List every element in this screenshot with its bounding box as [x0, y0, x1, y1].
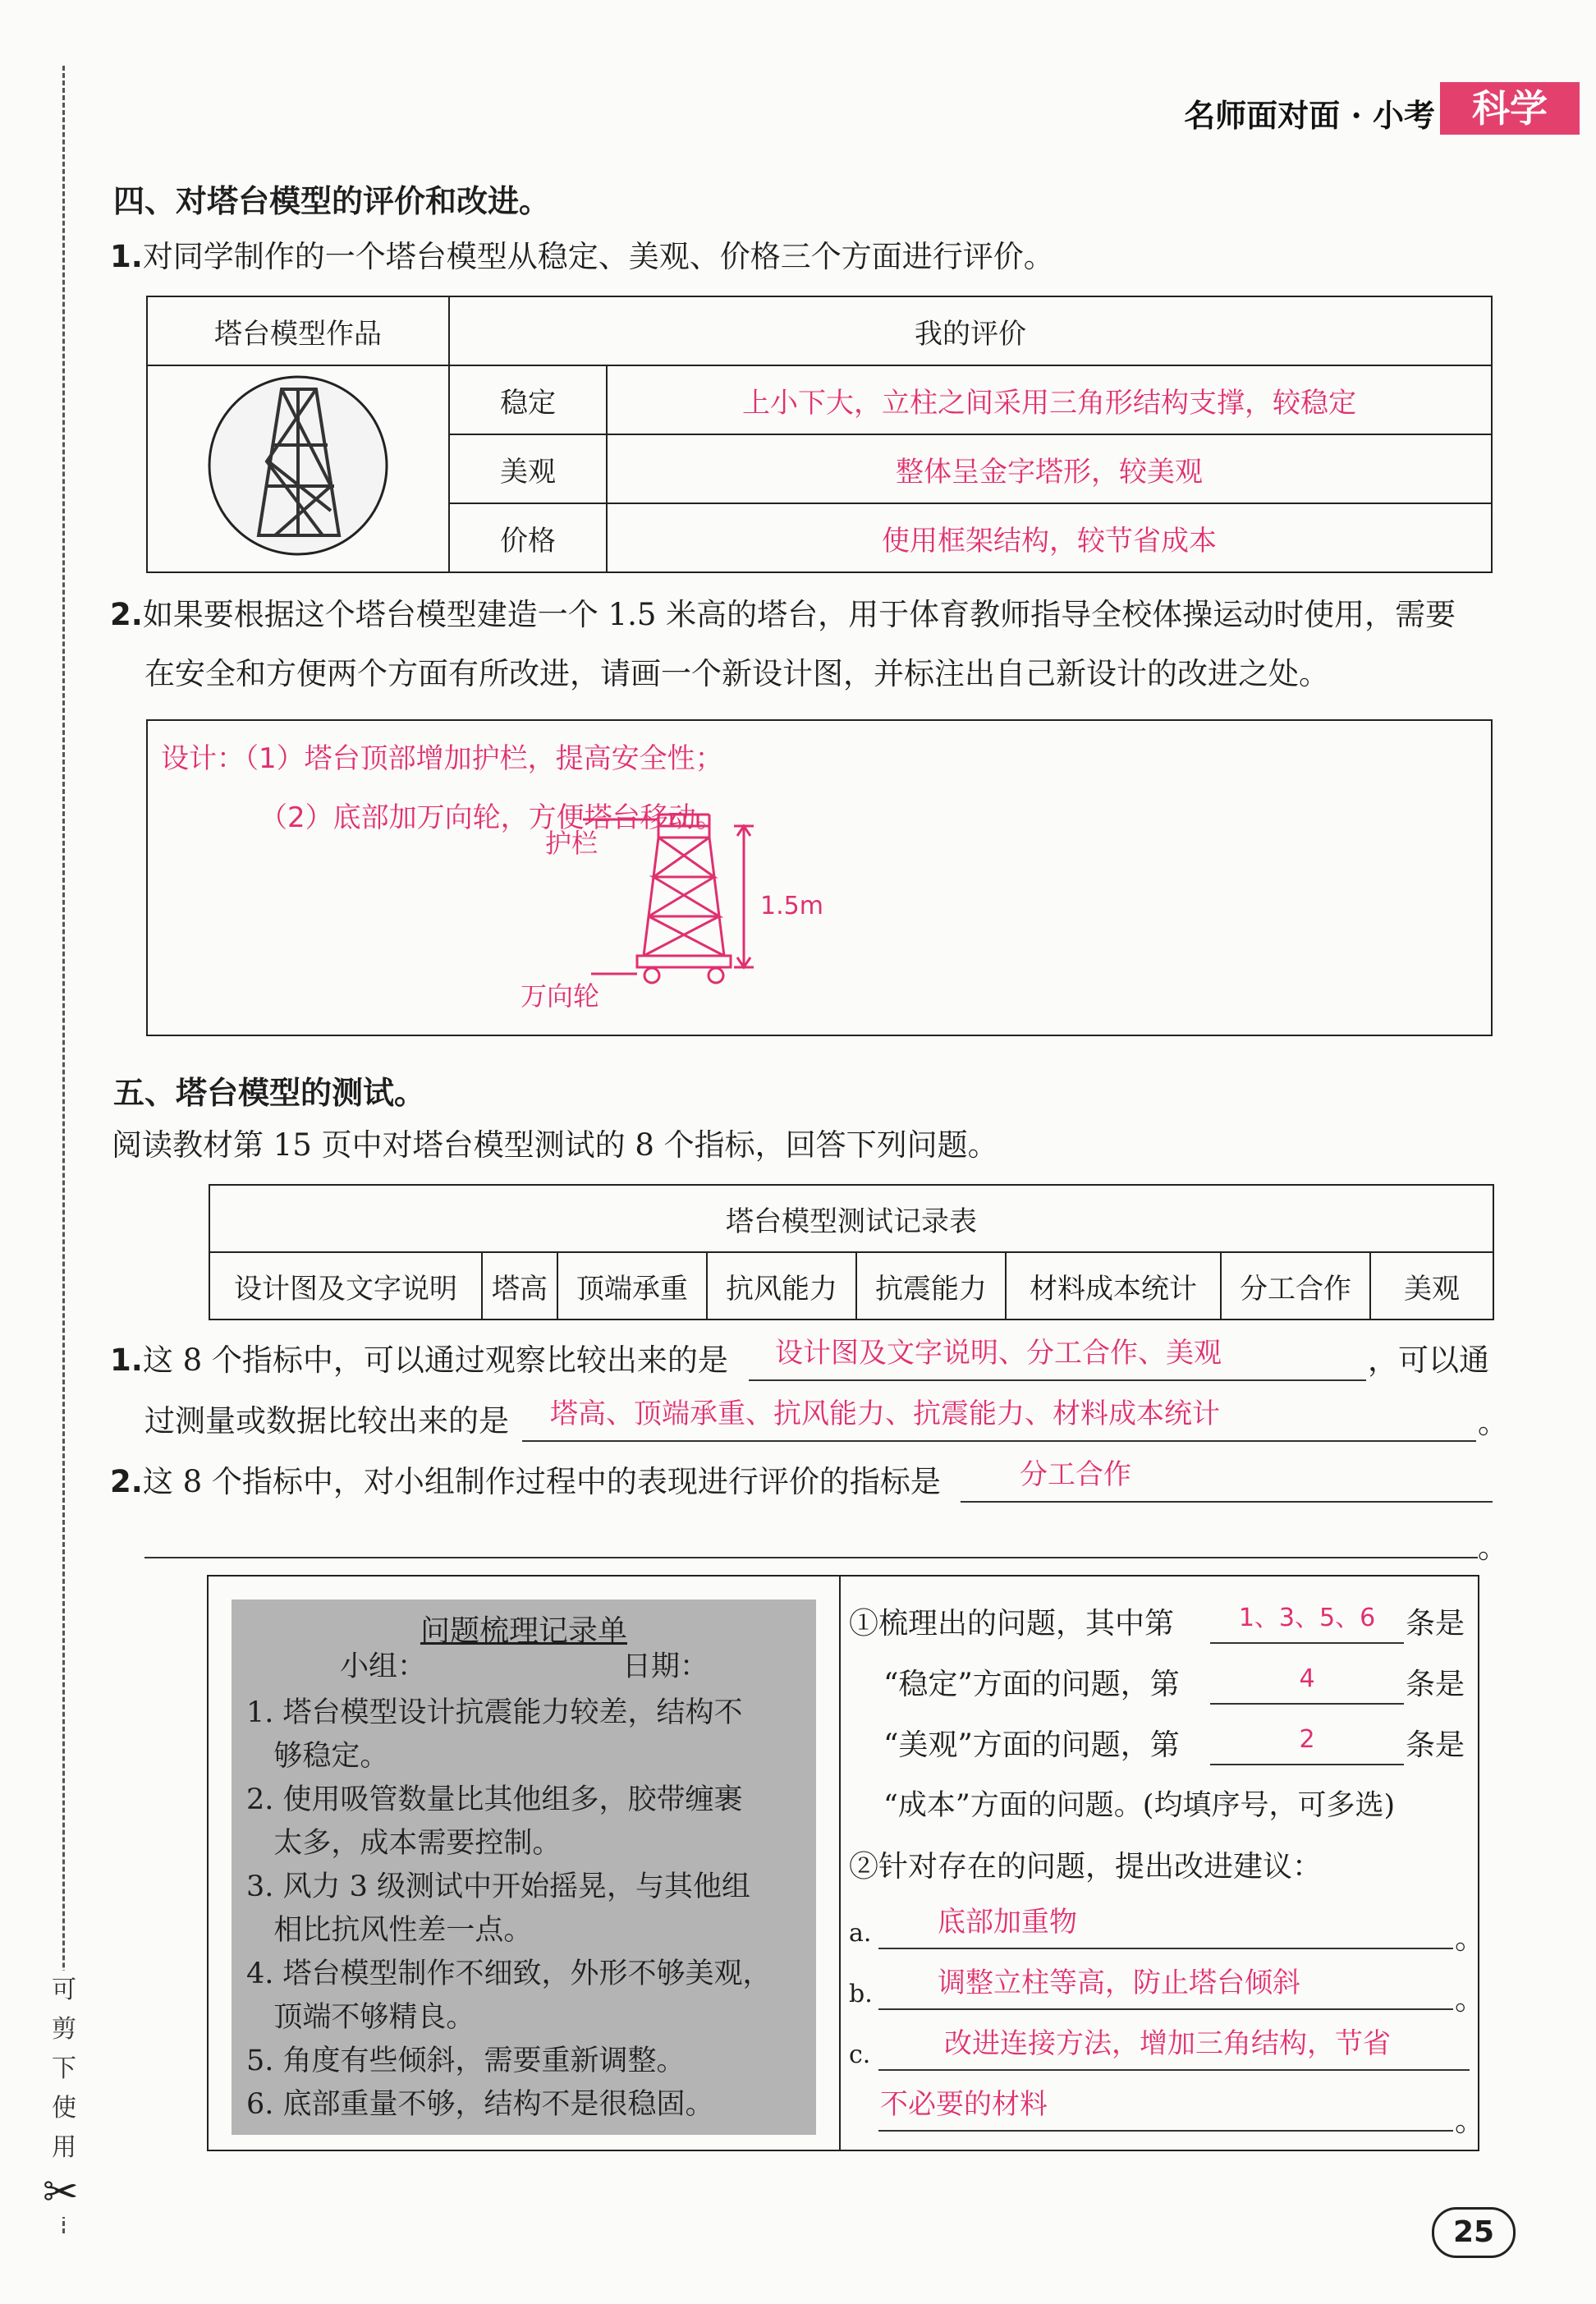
suggestion-blank-c-cont[interactable] [878, 2084, 1453, 2132]
answer-beauty: 4 [1299, 1664, 1315, 1693]
suggestion-blank-a[interactable] [878, 1902, 1453, 1949]
test-record-table [209, 1184, 1494, 1320]
record-line: 1. 塔台模型设计抗震能力较差，结构不 [246, 1696, 743, 1729]
book-series-title: 名师面对面 · 小考 [1184, 97, 1435, 134]
question-text: 这 8 个指标中，可以通过观察比较出来的是 [142, 1342, 728, 1378]
suggestion-label-c: c. [849, 2040, 871, 2069]
test-item: 顶端承重 [557, 1252, 707, 1320]
tower-model-drawing [200, 371, 397, 560]
analysis-line-3b: 条是 [1406, 1728, 1465, 1762]
row-label-appearance: 美观 [449, 434, 607, 503]
record-line: 相比抗风性差一点。 [246, 1914, 533, 1947]
analysis-line-3a: “美观”方面的问题，第 [883, 1728, 1180, 1762]
question-5-1-part3: 过测量或数据比较出来的是 [144, 1403, 509, 1439]
period: 。 [1455, 2103, 1485, 2138]
record-line: 4. 塔台模型制作不细致，外形不够美观， [246, 1957, 772, 1990]
test-item: 塔高 [482, 1252, 557, 1320]
test-item: 抗风能力 [707, 1252, 856, 1320]
record-line: 3. 风力 3 级测试中开始摇晃，与其他组 [246, 1870, 751, 1903]
page-number: 25 [1432, 2207, 1516, 2258]
cut-dashed-line [62, 66, 65, 2233]
cut-char: 可 [52, 1976, 76, 2004]
design-drawing-box [146, 719, 1493, 1036]
test-item: 分工合作 [1221, 1252, 1370, 1320]
analysis-line-4: “成本”方面的问题。(均填序号，可多选) [883, 1789, 1396, 1822]
subject-badge: 科学 [1440, 82, 1580, 135]
record-group-label: 小组： [340, 1650, 427, 1683]
question-number: 2. [110, 597, 143, 632]
design-text-1: 设计：（1）塔台顶部增加护栏，提高安全性； [161, 742, 723, 775]
blank-cost[interactable] [1210, 1721, 1404, 1765]
row-label-stability: 稳定 [449, 365, 607, 434]
analysis-line-1b: 条是 [1406, 1607, 1465, 1641]
suggestion-c-cont: 不必要的材料 [880, 2088, 1048, 2121]
question-4-1 [110, 241, 1054, 272]
record-line: 5. 角度有些倾斜，需要重新调整。 [246, 2045, 686, 2077]
cut-char: 下 [52, 2054, 76, 2083]
question-number: 2. [110, 1464, 143, 1499]
design-text-2: （2）底部加万向轮，方便塔台移动。 [259, 801, 724, 834]
blank-beauty[interactable] [1210, 1660, 1404, 1705]
cut-char: 使 [52, 2094, 76, 2123]
analysis-line-2b: 条是 [1406, 1668, 1465, 1701]
cut-char: 用 [52, 2133, 76, 2162]
period: 。 [1478, 1405, 1508, 1440]
section-5-title: 五、塔台模型的测试。 [113, 1075, 426, 1111]
answer-measure: 塔高、顶端承重、抗风能力、抗震能力、材料成本统计 [550, 1398, 1220, 1430]
analysis-line-5: ②针对存在的问题，提出改进建议： [849, 1850, 1323, 1884]
record-date-label: 日期： [622, 1650, 709, 1683]
record-title: 问题梳理记录单 [420, 1614, 627, 1648]
header-model: 塔台模型作品 [147, 296, 449, 365]
question-5-1-part2: ，可以通 [1368, 1342, 1489, 1378]
period: 。 [1455, 1981, 1485, 2017]
suggestion-label-b: b. [849, 1980, 873, 2008]
evaluation-table [146, 296, 1493, 573]
test-item: 抗震能力 [856, 1252, 1006, 1320]
question-5-2 [110, 1466, 941, 1497]
label-swivel-wheel: 万向轮 [521, 980, 600, 1012]
suggestion-c: 改进连接方法，增加三角结构，节省 [944, 2027, 1391, 2060]
answer-blank-measure[interactable] [522, 1394, 1476, 1442]
cut-char: 剪 [52, 2015, 76, 2044]
record-line: 2. 使用吸管数量比其他组多，胶带缠裹 [246, 1783, 743, 1816]
tower-model-picture [147, 365, 449, 572]
question-text: 对同学制作的一个塔台模型从稳定、美观、价格三个方面进行评价。 [142, 239, 1054, 274]
period: 。 [1455, 1921, 1485, 1956]
question-number: 1. [110, 239, 143, 274]
period: 。 [1478, 1530, 1508, 1565]
answer-appearance: 整体呈金字塔形，较美观 [607, 434, 1492, 503]
suggestion-b: 调整立柱等高，防止塔台倾斜 [938, 1967, 1300, 1999]
record-line: 6. 底部重量不够，结构不是很稳固。 [246, 2088, 714, 2121]
analysis-line-2a: “稳定”方面的问题，第 [883, 1668, 1180, 1701]
scissors-icon: ✂ [43, 2168, 79, 2217]
record-line: 够稳定。 [246, 1740, 389, 1773]
test-item: 设计图及文字说明 [209, 1252, 482, 1320]
section-4-title: 四、对塔台模型的评价和改进。 [113, 183, 551, 219]
row-label-price: 价格 [449, 503, 607, 572]
blank-stable[interactable] [1210, 1599, 1404, 1644]
question-5-1-part1 [110, 1342, 728, 1378]
suggestion-blank-c[interactable] [878, 2023, 1470, 2071]
answer-observe: 设计图及文字说明、分工合作、美观 [775, 1337, 1222, 1370]
answer-cost: 2 [1299, 1725, 1315, 1754]
answer-process: 分工合作 [1020, 1458, 1131, 1491]
box-divider [839, 1575, 841, 2151]
answer-stability: 上小下大，立柱之间采用三角形结构支撑，较稳定 [607, 365, 1492, 434]
header-evaluation: 我的评价 [449, 296, 1492, 365]
question-text: 这 8 个指标中，对小组制作过程中的表现进行评价的指标是 [142, 1464, 941, 1499]
test-item: 材料成本统计 [1006, 1252, 1221, 1320]
suggestion-a: 底部加重物 [938, 1906, 1077, 1939]
cut-here-label [46, 1971, 82, 2168]
answer-stable: 1、3、5、6 [1238, 1604, 1376, 1632]
label-height: 1.5m [760, 892, 823, 920]
answer-blank-continued[interactable] [144, 1516, 1478, 1558]
record-list [246, 1691, 813, 2127]
label-guardrail: 护栏 [545, 828, 598, 859]
section-5-intro: 阅读教材第 15 页中对塔台模型测试的 8 个指标，回答下列问题。 [112, 1127, 998, 1163]
suggestion-label-a: a. [849, 1919, 872, 1948]
record-line: 顶端不够精良。 [246, 2001, 475, 2034]
question-4-2-line1 [110, 599, 1456, 630]
answer-blank-process[interactable] [961, 1455, 1493, 1503]
answer-price: 使用框架结构，较节省成本 [607, 503, 1492, 572]
record-line: 太多，成本需要控制。 [246, 1827, 562, 1860]
problem-record-sheet [232, 1599, 816, 2135]
test-item: 美观 [1370, 1252, 1493, 1320]
answer-blank-observe[interactable] [749, 1333, 1366, 1381]
question-number: 1. [110, 1342, 143, 1378]
analysis-line-1a: ①梳理出的问题，其中第 [849, 1607, 1175, 1641]
question-text: 如果要根据这个塔台模型建造一个 1.5 米高的塔台，用于体育教师指导全校体操运动时使用，需要 [142, 597, 1456, 632]
question-4-2-line2: 在安全和方便两个方面有所改进，请画一个新设计图，并标注出自己新设计的改进之处。 [144, 656, 1329, 691]
test-table-caption: 塔台模型测试记录表 [209, 1185, 1493, 1252]
suggestion-blank-b[interactable] [878, 1962, 1453, 2010]
